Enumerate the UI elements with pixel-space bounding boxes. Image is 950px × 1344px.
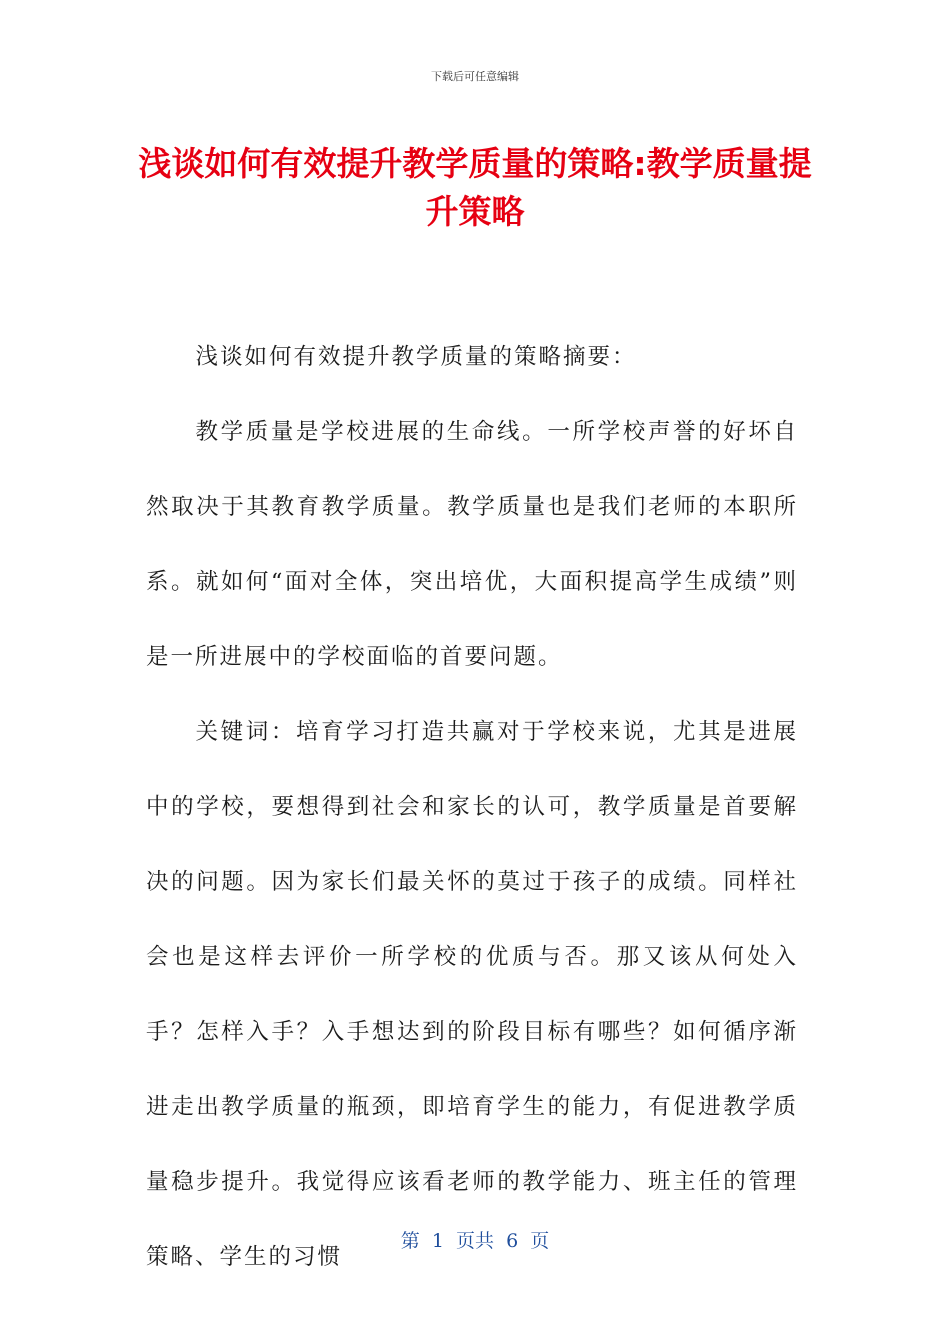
document-title: 浅谈如何有效提升教学质量的策略:教学质量提升策略 [138, 144, 812, 231]
page-number: 第 1 页共 6 页 [400, 1230, 550, 1252]
header-note: 下载后可任意编辑 [431, 70, 519, 83]
document-body [146, 320, 798, 1295]
paragraph-abstract-heading: 浅谈如何有效提升教学质量的策略摘要： [195, 344, 637, 370]
paragraph-abstract: 教学质量是学校进展的生命线。一所学校声誉的好坏自然取决于其教育教学质量。教学质量也是我们老师的本职所系。就如何“面对全体，突出培优，大面积提高学生成绩”则是一所进展中的学校面临的首要问题。 [146, 419, 798, 670]
paragraph-keywords: 关键词：培育学习打造共赢对于学校来说，尤其是进展中的学校，要想得到社会和家长的认可，教学质量是首要解决的问题。因为家长们最关怀的莫过于孩子的成绩。同样社会也是这样去评价一所学校的优质与否。那又该从何处入手？怎样入手？入手想达到的阶段目标有哪些？如何循序渐进走出教学质量的瓶颈，即培育学生的能力，有促进教学质量稳步提升。我觉得应该看老师的教学能力、班主任的管理策略、学生的习惯 [146, 719, 798, 1270]
